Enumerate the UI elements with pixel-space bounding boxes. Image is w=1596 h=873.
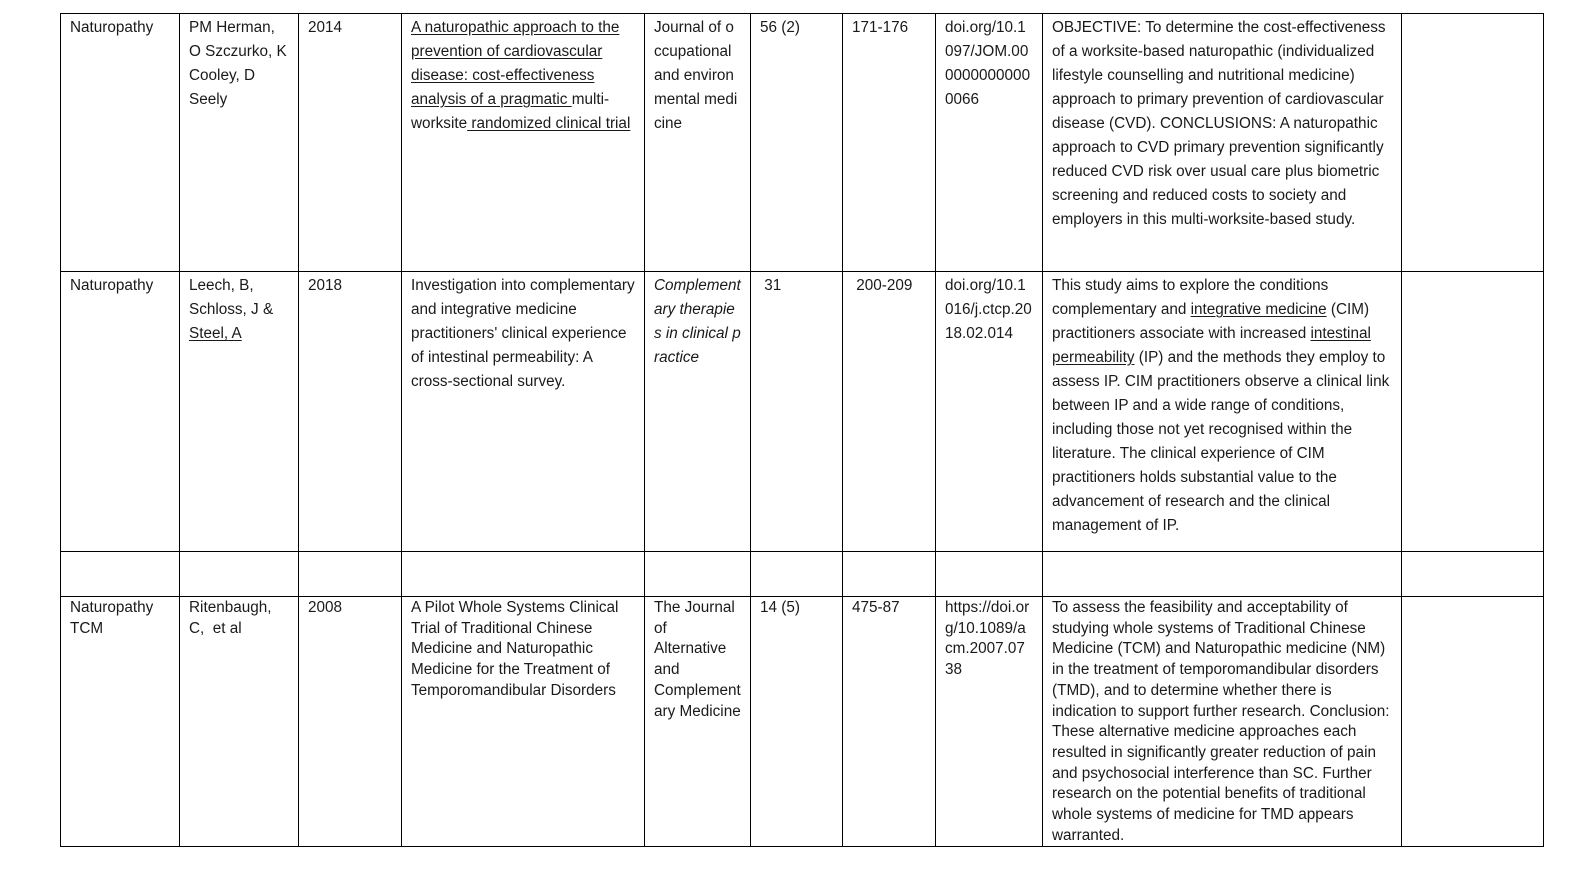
title-cell: Investigation into complementary and integrative medicine practitioners' clinical experience of intestinal permeability: A cross-sectional survey. xyxy=(402,272,645,552)
title-cell: A Pilot Whole Systems Clinical Trial of Traditional Chinese Medicine and Naturopathic Medicine for the Treatment of Temporomandibular Disorders xyxy=(402,597,645,847)
empty-cell xyxy=(180,552,299,597)
notes-cell xyxy=(1402,272,1544,552)
authors-text: Leech, B, Schloss, J & xyxy=(189,277,274,318)
volume-cell: 56 (2) xyxy=(751,14,843,272)
empty-cell xyxy=(1043,552,1402,597)
empty-cell xyxy=(843,552,936,597)
category-cell: Naturopathy xyxy=(61,14,180,272)
abstract-link[interactable]: intestinal permeability xyxy=(1052,325,1371,366)
table-row xyxy=(61,272,1544,552)
table-row xyxy=(61,14,1544,272)
empty-cell xyxy=(402,552,645,597)
title-text: multi-worksite xyxy=(411,91,610,132)
pages-cell: 171-176 xyxy=(843,14,936,272)
empty-cell xyxy=(299,552,402,597)
journal-cell: The Journal of Alternative and Complementary Medicine xyxy=(645,597,751,847)
abstract-cell: OBJECTIVE: To determine the cost-effectiveness of a worksite-based naturopathic (individualized lifestyle counselling and nutritional medicine) approach to primary prevention of cardiovascular disease (CVD). CONCLUSIONS: A naturopathic approach to CVD primary prevention significantly reduced CVD risk over usual care plus biometric screening and reduced costs to society and employers in this multi-worksite-based study. xyxy=(1043,14,1402,272)
year-cell: 2014 xyxy=(299,14,402,272)
year-cell: 2008 xyxy=(299,597,402,847)
references-table xyxy=(60,13,1544,847)
empty-cell xyxy=(1402,552,1544,597)
title-cell xyxy=(402,14,645,272)
abstract-cell xyxy=(1043,272,1402,552)
empty-cell xyxy=(751,552,843,597)
journal-cell: Journal of occupational and environmental medicine xyxy=(645,14,751,272)
abstract-link[interactable]: integrative medicine xyxy=(1190,301,1327,318)
empty-cell xyxy=(61,552,180,597)
table-row xyxy=(61,597,1544,847)
empty-cell xyxy=(645,552,751,597)
pages-cell: 475-87 xyxy=(843,597,936,847)
doi-cell: https://doi.org/10.1089/acm.2007.0738 xyxy=(936,597,1043,847)
table-row xyxy=(61,552,1544,597)
notes-cell xyxy=(1402,14,1544,272)
category-cell: Naturopathy xyxy=(61,272,180,552)
doi-cell: doi.org/10.1097/JOM.0000000000000066 xyxy=(936,14,1043,272)
volume-cell: 31 xyxy=(751,272,843,552)
title-link[interactable]: A naturopathic approach to the prevention of cardiovascular disease: cost-effectiveness analysis of a pragmatic xyxy=(411,19,620,108)
year-cell: 2018 xyxy=(299,272,402,552)
author-link[interactable]: Steel, A xyxy=(189,325,242,342)
pages-cell: 200-209 xyxy=(843,272,936,552)
authors-cell: PM Herman, O Szczurko, K Cooley, D Seely xyxy=(180,14,299,272)
category-cell: Naturopathy TCM xyxy=(61,597,180,847)
abstract-text: This study aims to explore the conditions complementary and xyxy=(1052,277,1329,318)
journal-cell: Complementary therapies in clinical practice xyxy=(645,272,751,552)
abstract-text: (IP) and the methods they employ to assess IP. CIM practitioners observe a clinical link between IP and a wide range of conditions, including those not yet recognised within the literature. The clinical experience of CIM practitioners holds substantial value to the advancement of research and the clinical management of IP. xyxy=(1052,349,1390,534)
empty-cell xyxy=(936,552,1043,597)
authors-cell xyxy=(180,272,299,552)
abstract-text: (CIM) practitioners associate with increased xyxy=(1052,301,1370,342)
authors-cell: Ritenbaugh, C, et al xyxy=(180,597,299,847)
abstract-cell: To assess the feasibility and acceptability of studying whole systems of Traditional Chinese Medicine (TCM) and Naturopathic medicine (NM) in the treatment of temporomandibular disorders (TMD), and to determine whether there is indication to support further research. Conclusion: These alternative medicine approaches each resulted in significantly greater reduction of pain and psychosocial interference than SC. Further research on the potential benefits of traditional whole systems of medicine for TMD appears warranted. xyxy=(1043,597,1402,847)
title-link[interactable]: randomized clinical trial xyxy=(467,115,631,132)
volume-cell: 14 (5) xyxy=(751,597,843,847)
notes-cell xyxy=(1402,597,1544,847)
doi-cell: doi.org/10.1016/j.ctcp.2018.02.014 xyxy=(936,272,1043,552)
